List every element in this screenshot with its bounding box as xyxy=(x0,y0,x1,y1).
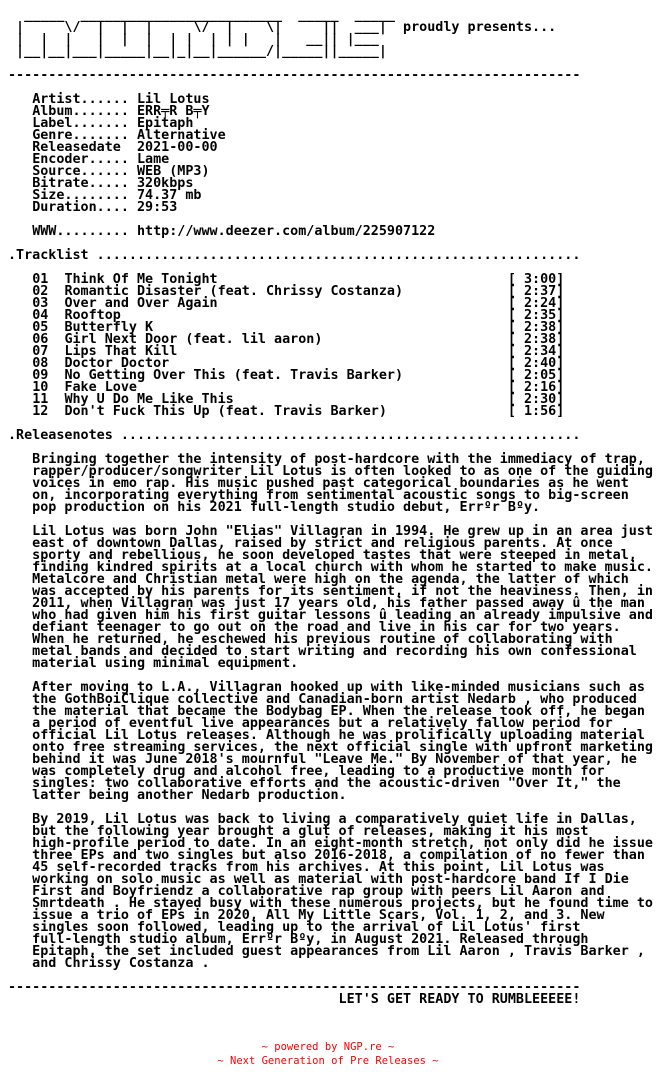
releasenote-line: When he returned, he eschewed his previous routine of collaborating with xyxy=(8,632,613,647)
releasenote-line: high-profile period to date. In an eight-month stretch, not only did he issue xyxy=(8,836,653,851)
footer-tagline[interactable] xyxy=(0,1054,656,1068)
track-number: 09 xyxy=(32,368,49,383)
track-time: [ 1:56] xyxy=(507,404,565,419)
banner-line: |__|__|___|_____|__|_|__|______/|_____||_____| xyxy=(8,44,387,59)
releasenote-line: material using minimal equipment. xyxy=(8,656,299,671)
track-number: 08 xyxy=(32,356,49,371)
track-number: 04 xyxy=(32,308,49,323)
track-title: Lips That Kill xyxy=(64,344,178,359)
info-value: 74.37 mb xyxy=(137,188,202,203)
info-value: Alternative xyxy=(137,128,226,143)
releasenote-line: the GothBoiClique collective and Canadian-born artist Nedarb , who produced xyxy=(8,692,637,707)
info-value: WEB (MP3) xyxy=(137,164,210,179)
track-time: [ 2:24] xyxy=(507,296,565,311)
releasenote-line: 45 self-recorded tracks from his archives. At this point, Lil Lotus was xyxy=(8,860,605,875)
releasenote-line: By 2019, Lil Lotus was back to living a comparatively quiet life in Dallas, xyxy=(8,812,637,827)
tracklist-header: .Tracklist ............................................................ xyxy=(8,248,581,263)
info-value: 2021-00-00 xyxy=(137,140,218,155)
info-value: Epitaph xyxy=(137,116,194,131)
releasenote-line: onto free streaming services, the next official single with upfront marketing xyxy=(8,740,653,755)
info-key: Source...... xyxy=(32,164,129,179)
track-title: Don't Fuck This Up (feat. Travis Barker) xyxy=(64,404,387,419)
info-key: Genre....... xyxy=(32,128,129,143)
info-value: Lame xyxy=(137,152,170,167)
track-number: 07 xyxy=(32,344,49,359)
info-row xyxy=(8,200,177,215)
releasenote-line: the material that became the Bodybag EP. When the release took off, he began xyxy=(8,704,645,719)
info-value: 320kbps xyxy=(137,176,194,191)
track-title: No Getting Over This (feat. Travis Barker) xyxy=(64,368,404,383)
track-number: 02 xyxy=(32,284,49,299)
track-time: [ 2:38] xyxy=(507,320,565,335)
releasenote-line: east of downtown Dallas, raised by strict and religious parents. At once xyxy=(8,536,613,551)
ngp-tagline-link[interactable]: ~ Next Generation of Pre Releases ~ xyxy=(217,1055,439,1067)
releasenote-line: singles soon followed, leading up to the arrival of Lil Lotus' first xyxy=(8,920,581,935)
releasenote-line: working on solo music as well as material with post-hardcore band If I Die xyxy=(8,872,629,887)
banner-line: _____ _________________________ _____ _____ xyxy=(8,8,395,23)
releasenote-line: but the following year brought a glut of releases, making it his most xyxy=(8,824,589,839)
info-key: Bitrate..... xyxy=(32,176,129,191)
track-title: Fake Love xyxy=(64,380,137,395)
track-title: Romantic Disaster (feat. Chrissy Costanza) xyxy=(64,284,404,299)
info-key: Duration.... xyxy=(32,200,129,215)
track-title: Butterfly K xyxy=(64,320,154,335)
www-link[interactable]: http://www.deezer.com/album/225907122 xyxy=(137,224,436,239)
releasenote-line: sporty and rebellious, he soon developed tastes that were steeped in metal, xyxy=(8,548,637,563)
banner-line: | | | | | | | | | | | | __|| |___ xyxy=(8,32,379,47)
rule: ----------------------------------------------------------------------- xyxy=(8,68,581,83)
releasenote-line: finding kindred spirits at a local church with whom he started to make music. xyxy=(8,560,653,575)
releasenote-line: and Chrissy Costanza . xyxy=(8,956,210,971)
releasenote-line: singles: two collaborative efforts and the acoustic-driven "Over It," the xyxy=(8,776,621,791)
releasenote-line: Smrtdeath . He stayed busy with these numerous projects, but he found time to xyxy=(8,896,653,911)
releasenote-line: three EPs and two singles but also 2016-2018, a compilation of no fewer than xyxy=(8,848,645,863)
track-time: [ 2:34] xyxy=(507,344,565,359)
track-title: Over and Over Again xyxy=(64,296,218,311)
info-key: Encoder..... xyxy=(32,152,129,167)
track-time: [ 2:38] xyxy=(507,332,565,347)
footer-powered-by[interactable] xyxy=(0,1040,656,1054)
track-time: [ 2:35] xyxy=(507,308,565,323)
releasenote-line: rapper/producer/songwriter Lil Lotus is often looked to as one of the guiding xyxy=(8,464,653,479)
releasenote-line: pop production on his 2021 full-length studio debut, Errºr Bºy. xyxy=(8,500,541,515)
track-time: [ 2:40] xyxy=(507,356,565,371)
releasenote-line: latter being another Nedarb production. xyxy=(8,788,347,803)
releasenote-line: defiant teenager to go out on the road and live in his car for two years. xyxy=(8,620,621,635)
releasenotes-header: .Releasenotes ......................................................... xyxy=(8,428,581,443)
releasenote-line: official Lil Lotus releases. Although he was prolifically uploading material xyxy=(8,728,645,743)
releasenote-line: Epitaph, the set included guest appearances from Lil Aaron , Travis Barker , xyxy=(8,944,645,959)
releasenote-line: was accepted by his parents for its sentiment, if not the heaviness. Then, in xyxy=(8,584,653,599)
nfo-text xyxy=(8,10,653,1006)
info-key: Artist...... xyxy=(32,92,129,107)
closing-line: LET'S GET READY TO RUMBLEEEEE! xyxy=(8,992,581,1007)
rule: ----------------------------------------------------------------------- xyxy=(8,980,581,995)
track-number: 03 xyxy=(32,296,49,311)
track-number: 10 xyxy=(32,380,49,395)
ngp-link[interactable]: ~ powered by NGP.re ~ xyxy=(261,1041,395,1053)
banner-line: | \/ | | | \/ | \| || ___| proudly presents... xyxy=(8,20,557,35)
track-number: 01 xyxy=(32,272,49,287)
releasenote-line: First and Boyfriendz a collaborative rap group with peers Lil Aaron and xyxy=(8,884,605,899)
releasenote-line: Bringing together the intensity of post-hardcore with the immediacy of trap, xyxy=(8,452,645,467)
track-time: [ 2:30] xyxy=(507,392,565,407)
track-row xyxy=(8,404,564,419)
releasenote-line: on, incorporating everything from sentimental acoustic songs to big-screen xyxy=(8,488,629,503)
info-value: ERR╤R B╤Y xyxy=(137,104,210,119)
www-key: WWW......... xyxy=(32,224,129,239)
releasenote-line: Metalcore and Christian metal were high on the agenda, the latter of which xyxy=(8,572,629,587)
info-key: Album....... xyxy=(32,104,129,119)
track-number: 05 xyxy=(32,320,49,335)
track-number: 11 xyxy=(32,392,49,407)
track-number: 06 xyxy=(32,332,49,347)
track-time: [ 2:37] xyxy=(507,284,565,299)
releasenote-line: who had given him his first guitar lessons û leading an already impulsive and xyxy=(8,608,653,623)
releasenote-line: issue a trio of EPs in 2020, All My Little Scars, Vol. 1, 2, and 3. New xyxy=(8,908,605,923)
releasenote-line: a period of eventful live appearances but a relatively fallow period for xyxy=(8,716,613,731)
track-time: [ 2:05] xyxy=(507,368,565,383)
track-title: Girl Next Door (feat. lil aaron) xyxy=(64,332,323,347)
releasenote-line: metal bands and decided to start writing and recording his own confessional xyxy=(8,644,637,659)
www-row xyxy=(8,224,435,239)
info-key: Label....... xyxy=(32,116,129,131)
releasenote-line: behind it was June 2018's mournful "Leave Me." By November of that year, he xyxy=(8,752,637,767)
info-key: Releasedate xyxy=(32,140,129,155)
track-title: Think Of Me Tonight xyxy=(64,272,218,287)
releasenote-line: voices in emo rap. His music pushed past categorical boundaries as he went xyxy=(8,476,629,491)
track-title: Rooftop xyxy=(64,308,121,323)
releasenote-line: After moving to L.A., Villagran hooked up with like-minded musicians such as xyxy=(8,680,645,695)
info-value: 29:53 xyxy=(137,200,178,215)
footer xyxy=(0,1040,656,1068)
track-title: Why U Do Me Like This xyxy=(64,392,234,407)
track-time: [ 3:00] xyxy=(507,272,565,287)
releasenote-line: full-length studio album, Errºr Bºy, in August 2021. Released through xyxy=(8,932,589,947)
info-key: Size........ xyxy=(32,188,129,203)
track-number: 12 xyxy=(32,404,49,419)
releasenote-line: 2011, when Villagran was just 17 years old, his father passed away û the man xyxy=(8,596,645,611)
track-time: [ 2:16] xyxy=(507,380,565,395)
track-title: Doctor Doctor xyxy=(64,356,170,371)
releasenote-line: was completely drug and alcohol free, leading to a productive month for xyxy=(8,764,605,779)
info-value: Lil Lotus xyxy=(137,92,210,107)
releasenote-line: Lil Lotus was born John "Elias" Villagran in 1994. He grew up in an area just xyxy=(8,524,653,539)
